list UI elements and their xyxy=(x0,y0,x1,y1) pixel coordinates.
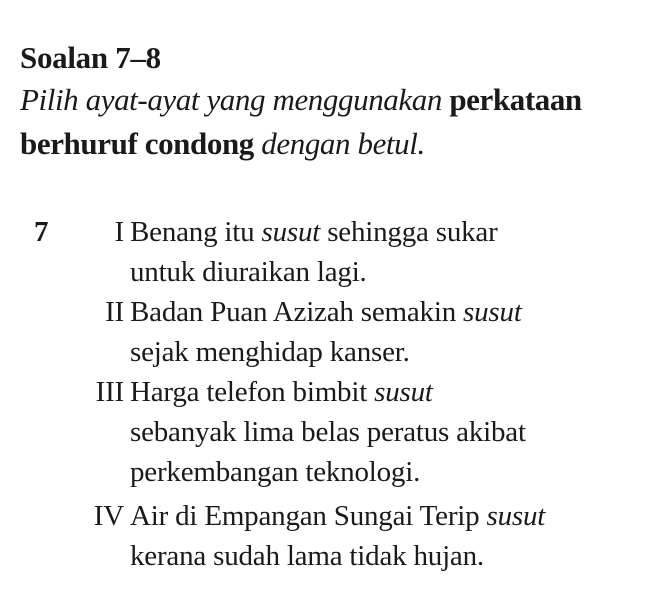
italic-word: susut xyxy=(261,216,321,248)
italic-word: susut xyxy=(463,296,522,328)
line-text: sebanyak lima belas peratus akibat xyxy=(130,416,526,448)
statement-line xyxy=(130,212,640,252)
line-text: Air di Empangan Sungai Terip xyxy=(130,500,487,532)
statement-text xyxy=(130,372,640,492)
roman-numeral: I xyxy=(114,216,124,248)
italic-word: susut xyxy=(374,376,433,408)
statement-line xyxy=(130,372,640,412)
statement-text xyxy=(130,212,640,292)
statement-text xyxy=(130,292,640,372)
statement-line xyxy=(130,452,640,492)
roman-numeral: II xyxy=(105,296,124,328)
statement-line xyxy=(130,292,640,332)
statement-line xyxy=(130,252,640,292)
statement-text xyxy=(130,496,640,576)
instruction-text xyxy=(20,78,635,166)
statement-line xyxy=(130,332,640,372)
roman-numeral: IV xyxy=(93,500,124,532)
instruction-part-1: Pilih ayat-ayat yang menggunakan xyxy=(20,82,450,117)
instruction-part-3: berhuruf condong xyxy=(20,126,254,161)
section-heading: Soalan 7–8 xyxy=(20,40,161,75)
roman-numeral: III xyxy=(95,376,124,408)
line-text: sehingga sukar xyxy=(320,216,498,248)
line-text: Harga telefon bimbit xyxy=(130,376,375,408)
instruction-part-2: perkataan xyxy=(449,82,582,117)
line-text: Badan Puan Azizah semakin xyxy=(130,296,464,328)
question-number: 7 xyxy=(34,216,49,248)
line-text: kerana sudah lama tidak hujan. xyxy=(130,540,484,572)
statement-line xyxy=(130,536,640,576)
line-text: sejak menghidap kanser. xyxy=(130,336,410,368)
instruction-part-4: dengan betul. xyxy=(253,126,425,161)
statement-line xyxy=(130,412,640,452)
italic-word: susut xyxy=(486,500,546,532)
line-text: Benang itu xyxy=(130,216,262,248)
statement-line xyxy=(130,496,640,536)
line-text: untuk diuraikan lagi. xyxy=(130,256,367,288)
line-text: perkembangan teknologi. xyxy=(130,456,421,488)
